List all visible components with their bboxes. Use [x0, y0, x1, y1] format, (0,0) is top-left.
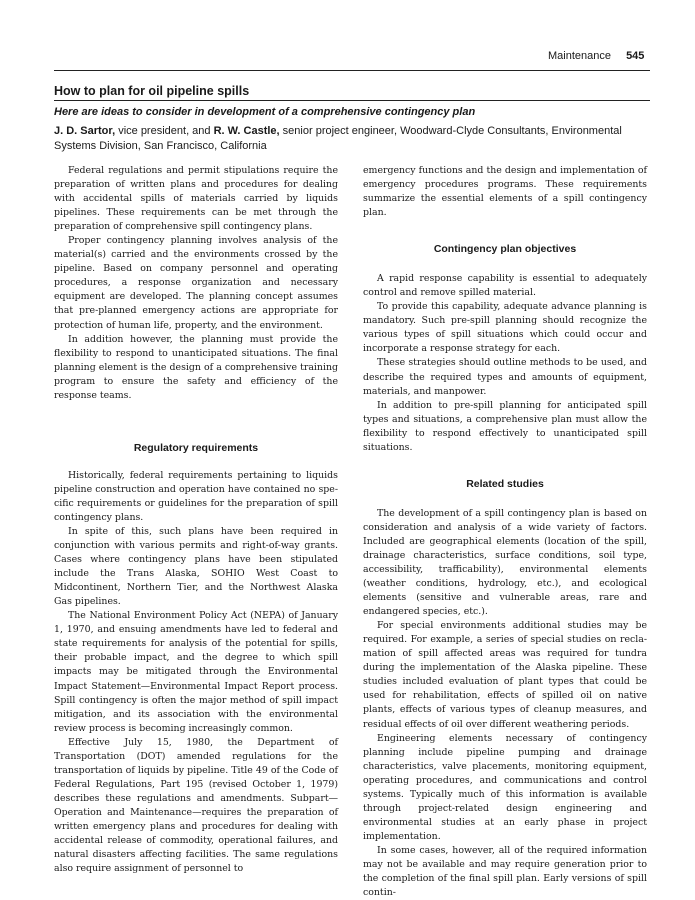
paragraph: These strategies should outline methods to be used, and describe the required types and amounts of equipment, materials, and manpower.: [363, 357, 647, 397]
page-number: 545: [626, 50, 645, 62]
section-heading-regulatory: Regulatory requirements: [133, 441, 259, 454]
article-subtitle: Here are ideas to consider in development of a comprehensive contingency plan: [54, 106, 476, 118]
paragraph: Proper contingency planning involves analysis of the material(s) carried and the environments crossed by the pipeline. Based on company personnel and operating procedures, a response organization and necessary equipment are developed. The planning concept assumes that pre-planned emergency actions are appropriate for protection of human life, property, and the environment.: [54, 235, 338, 331]
paragraph: In addition however, the planning must provide the flexibility to respond to unanticipated situations. The final planning element is the design of a comprehensive training program to ensure the safety and efficiency of the response teams.: [54, 333, 338, 401]
title-rule: [54, 100, 650, 101]
paragraph: emergency functions and the design and implementation of emergency procedures programs. These requirements summarize the essential elements of a spill contingency plan.: [363, 165, 647, 219]
right-column: [363, 164, 647, 900]
paragraph: In some cases, however, all of the required information may not be available and may require generation prior to the completion of the final spill plan. Early versions of spill contin-: [363, 844, 647, 899]
author1-role: vice president, and: [115, 125, 214, 137]
paragraph: In addition to pre-spill planning for anticipated spill types and situations, a comprehensive plan must allow the flexibility to respond effectively to unanticipated spill situations.: [363, 399, 647, 453]
paragraph: Engineering elements necessary of contingency planning include pipeline pumping and drainage characteristics, valve placements, monitoring equipment, operating procedures, and communications and control systems. Typically much of this information is available through project-related design engineering and environmental studies at an early phase in project implementation.: [363, 732, 647, 842]
paragraph: Historically, federal requirements pertaining to liquids pipeline construction and operation have contained no specific requirements or guidelines for the preparation of spill contingency plans.: [54, 469, 338, 523]
paragraph: A rapid response capability is essential to adequately control and remove spilled material.: [363, 273, 647, 299]
author1-name: J. D. Sartor,: [54, 125, 116, 137]
article-title: How to plan for oil pipeline spills: [54, 84, 250, 98]
paragraph: The National Environment Policy Act (NEPA) of January 1, 1970, and ensuing amendments have led to federal and state requirements for analysis of the potential for spills, their probable impact, and the degree to which spill impacts may be mitigated through the Environmental Impact Statement—Environmental Impact Report process. Spill contingency is often the major method of spill impact mitigation, and its association with the environmental review process is becoming increasingly common.: [54, 610, 338, 734]
author-byline: [54, 124, 654, 154]
paragraph: To provide this capability, adequate advance planning is mandatory. Such pre-spill planning should recognize the various types of spill situations which could occur and incorporate a response strategy for each.: [363, 301, 647, 355]
section-heading-studies: Related studies: [466, 477, 544, 490]
section-name: Maintenance: [548, 50, 611, 62]
paragraph: Federal regulations and permit stipulations require the preparation of written plans and procedures for dealing with accidental spills of materials carried by liquids pipelines. These requirements can be met through the preparation of comprehensive spill contingency plans.: [54, 165, 338, 233]
header-rule: [54, 70, 650, 71]
author2-role: senior project engineer, Woodward-Clyde Consultants, Environmental Systems Division, San Francisco, California: [54, 125, 622, 152]
author2-name: R. W. Castle,: [213, 125, 280, 137]
paragraph: Effective July 15, 1980, the Department of Transportation (DOT) amended regulations for the transportation of liquids by pipeline. Title 49 of the Code of Federal Regulations, Part 195 (revised October 1, 1979) describes these regulations and amendments. Subpart—Operation and Maintenance—requires the preparation of written emergency plans and procedures for dealing with accidental release of commodity, operational failures, and natural disasters affecting facilities. The same regulations also require assignment of personnel to: [54, 736, 338, 875]
paragraph: The development of a spill contingency plan is based on consideration and analysis of a wide variety of factors. Included are geographical elements (location of the spill, drainage characteristics, surface conditions, soil type, accessibility, trafficability), environmental elements (weather conditions, hydrology, etc.), and ecological elements (sensitive and vulnerable areas, rare and endangered species, etc.).: [363, 507, 647, 618]
left-column: [54, 164, 338, 876]
paragraph: In spite of this, such plans have been required in conjunction with various permits and right-of-way grants. Cases where contingency plans have been stipulated include the Trans Alaska, SOHIO West Coast to Midcontinent, Northern Tier, and the Northwest Alaska Gas pipelines.: [54, 525, 338, 608]
paragraph: For special environments additional studies may be required. For example, a series of special studies on reclamation of spill affected areas was required for tundra during the implementation of the Alaska pipeline. These studies included evaluation of plant types that could be used for rehabilitation, effects of spilled oil on native plants, effects of various types of cleanup measures, and residual effects of oil over different weathering periods.: [363, 620, 647, 730]
section-heading-objectives: Contingency plan objectives: [433, 243, 577, 256]
running-header: [548, 50, 644, 62]
